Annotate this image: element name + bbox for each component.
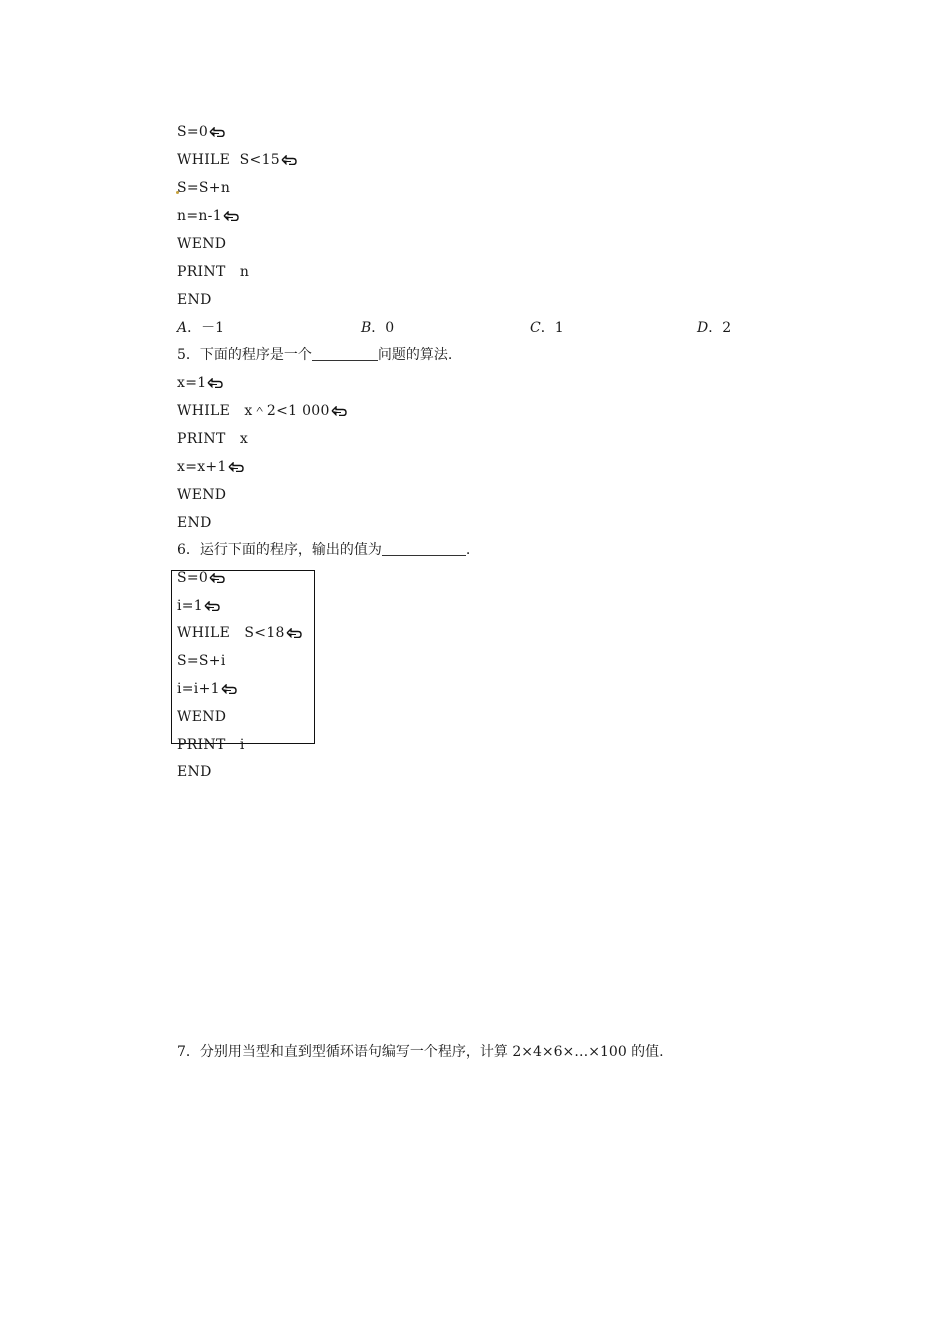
q4-code-line-4: n=n-1 [177, 206, 239, 226]
q4-code-line-6: PRINT n [177, 264, 250, 280]
return-mark-icon [331, 406, 347, 416]
q6-code-line-7: PRINT i [177, 737, 245, 753]
q4-code-line-1: S=0 [177, 122, 225, 142]
q6-code-line-6: WEND [177, 709, 227, 725]
q6-prompt: 6．运行下面的程序，输出的值为 . [177, 542, 471, 558]
choice-c: C．1 [530, 320, 564, 336]
q6-code-line-1: S=0 [177, 568, 225, 588]
choice-b: B．0 [361, 320, 395, 336]
return-mark-icon [209, 573, 225, 583]
q4-code-line-7: END [177, 292, 212, 308]
q7-prompt: 7．分别用当型和直到型循环语句编写一个程序，计算 2×4×6×…×100 的值. [177, 1044, 664, 1060]
q5-code-line-3: PRINT x [177, 431, 249, 447]
q6-code-line-2: i=1 [177, 596, 220, 616]
return-mark-icon [228, 462, 244, 472]
q6-code-line-5: i=i+1 [177, 679, 237, 699]
q6-answer-blank[interactable] [382, 541, 466, 556]
q5-code-line-2: WHILE x＾2<1 000 [177, 401, 347, 421]
choice-a: A．－1 [177, 320, 225, 336]
q5-code-line-1: x=1 [177, 373, 223, 393]
q4-code-line-2: WHILE S<15 [177, 150, 297, 170]
return-mark-icon [221, 684, 237, 694]
q6-code-line-3: WHILE S<18 [177, 623, 302, 643]
q4-code-line-5: WEND [177, 236, 227, 252]
return-mark-icon [223, 211, 239, 221]
q6-code-line-8: END [177, 764, 212, 780]
choice-d: D．2 [697, 320, 732, 336]
q6-code-line-4: S=S+i [177, 653, 226, 669]
q4-code-line-3: S=S+n [177, 180, 231, 196]
q5-code-line-4: x=x+1 [177, 457, 244, 477]
q5-answer-blank[interactable] [312, 346, 378, 361]
q5-code-line-5: WEND [177, 487, 227, 503]
q5-code-line-6: END [177, 515, 212, 531]
return-mark-icon [207, 378, 223, 388]
return-mark-icon [286, 628, 302, 638]
q5-prompt: 5．下面的程序是一个 问题的算法. [177, 347, 453, 363]
return-mark-icon [204, 601, 220, 611]
return-mark-icon [281, 155, 297, 165]
return-mark-icon [209, 127, 225, 137]
